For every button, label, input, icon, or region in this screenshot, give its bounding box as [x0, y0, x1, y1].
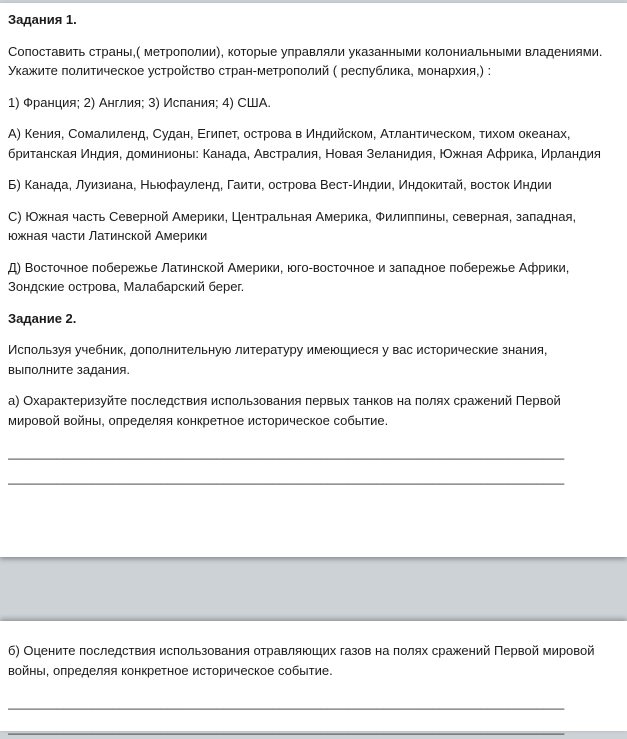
- answer-blank-line: ________________________________________________________________________________: [8, 692, 603, 715]
- task1-option-c: С) Южная часть Северной Америки, Центральная Америка, Филиппины, северная, западная, южная части Латинской Америки: [8, 207, 603, 246]
- task1-option-a: А) Кения, Сомалиленд, Судан, Египет, острова в Индийском, Атлантическом, тихом океанах, британская Индия, доминионы: Канада, Австралия, Новая Зеланидия, Южная Африка, Ирландия: [8, 124, 603, 163]
- task1-option-d: Д) Восточное побережье Латинской Америки, юго-восточное и западное побережье Африки, Зондские острова, Малабарский берег.: [8, 258, 603, 297]
- answer-blank-line: ________________________________________________________________________________: [8, 442, 603, 465]
- task1-intro: Сопоставить страны,( метрополии), которые управляли указанными колониальными владениями. Укажите политическое устройство стран-метрополий ( республика, монархия,) :: [8, 42, 603, 81]
- task2-question-a: а) Охарактеризуйте последствия использования первых танков на полях сражений Первой мировой войны, определяя конкретное историческое событие.: [8, 391, 603, 430]
- document-page-2: [0, 621, 627, 731]
- task2-heading: Задание 2.: [8, 309, 603, 329]
- task1-countries-list: 1) Франция; 2) Англия; 3) Испания; 4) США.: [8, 93, 603, 113]
- task2-intro: Используя учебник, дополнительную литературу имеющиеся у вас исторические знания, выполните задания.: [8, 340, 603, 379]
- page-break-gap: [0, 557, 627, 621]
- task1-option-b: Б) Канада, Луизиана, Ньюфауленд, Гаити, острова Вест-Индии, Индокитай, восток Индии: [8, 175, 603, 195]
- task2-question-b: б) Оцените последствия использования отравляющих газов на полях сражений Первой мировой войны, определяя конкретное историческое событие.: [8, 641, 603, 680]
- answer-blank-line: ________________________________________________________________________________: [8, 467, 603, 490]
- answer-blank-line: ________________________________________________________________________________: [8, 717, 603, 739]
- document-page-1: [0, 3, 627, 557]
- task1-heading: Задания 1.: [8, 10, 603, 30]
